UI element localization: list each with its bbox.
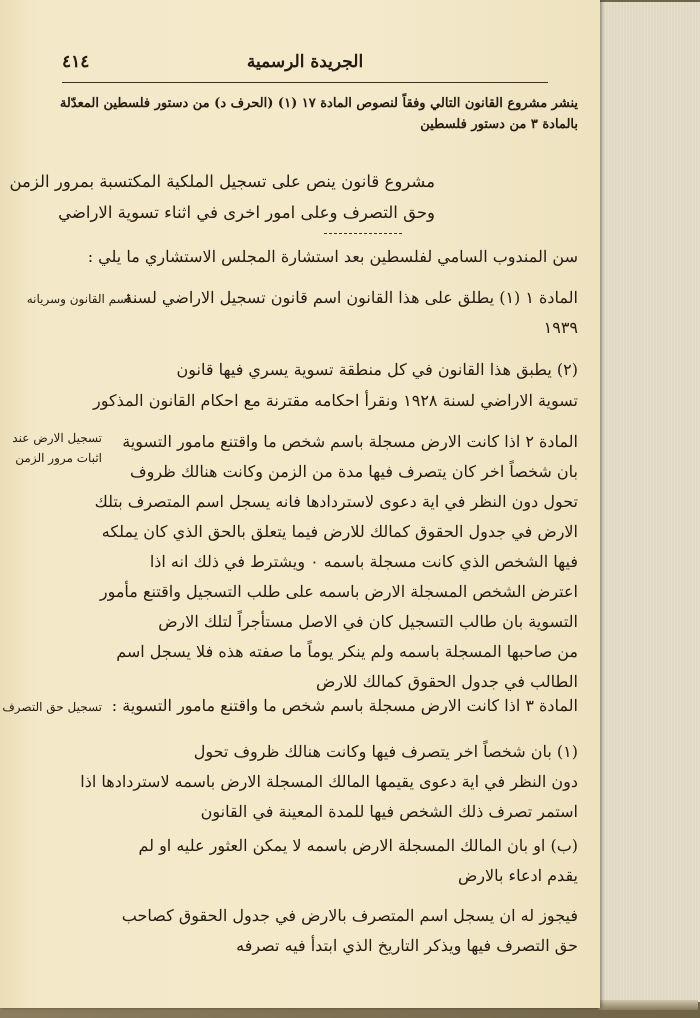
section-2-text: فيها الشخص الذي كانت مسجلة باسمه ٠ ويشترط في ذلك انه اذا (149, 552, 578, 571)
section-2-text: المادة ٢ اذا كانت الارض مسجلة باسم شخص ما واقتنع مامور التسوية (122, 432, 578, 451)
section-2-text: من صاحبها المسجلة باسمه ولم ينكر يوماً ما صفته هذه فلا يسجل اسم (116, 642, 578, 661)
page-header (62, 52, 548, 83)
section-2-text: الطالب في جدول الحقوق كمالك للارض (316, 672, 578, 691)
section-2-text: بان شخصاً اخر كان يتصرف فيها مدة من الزمن وكانت هنالك ظروف (130, 462, 578, 481)
bill-heading: وحق التصرف وعلى امور اخرى في اثناء تسوية الاراضي (58, 203, 435, 222)
page-edges-bottom (598, 1000, 698, 1010)
section-2-text: التسوية بان طالب التسجيل كان في الاصل مستأجراً لتلك الارض (158, 612, 578, 631)
section-2-text: الارض في جدول الحقوق كمالك للارض فيما يتعلق بالحق الذي كان يملكه (101, 522, 578, 541)
closing-text: حق التصرف فيها ويذكر التاريخ الذي ابتدأ فيه تصرفه (236, 936, 578, 955)
enactment-clause: سن المندوب السامي لفلسطين بعد استشارة المجلس الاستشاري ما يلي : (87, 247, 578, 266)
section-1-text: المادة ١ (١) يطلق على هذا القانون اسم قانون تسجيل الاراضي لسنة (124, 288, 578, 307)
section-3a-text: (١) بان شخصاً اخر يتصرف فيها وكانت هنالك ظروف تحول (193, 742, 578, 761)
section-3b-text: (ب) او بان المالك المسجلة الارض باسمه لا يمكن العثور عليه او لم (138, 836, 578, 855)
margin-note: تسجيل الارض عند (12, 431, 102, 445)
gazette-title: الجريدة الرسمية (246, 52, 364, 72)
closing-text: فيجوز له ان يسجل اسم المتصرف بالارض في جدول الحقوق كصاحب (121, 906, 578, 925)
section-2-text: تحول دون النظر في اية دعوى لاستردادها فانه يسجل اسم المتصرف بتلك (94, 492, 578, 511)
section-3-text: المادة ٣ اذا كانت الارض مسجلة باسم شخص ما واقتنع مامور التسوية : (111, 696, 578, 715)
margin-note: تسجيل حق التصرف (2, 700, 102, 714)
page-edges (597, 2, 700, 1002)
heading-underline (324, 233, 402, 234)
section-1b-text: (٢) يطبق هذا القانون في كل منطقة تسوية يسري فيها قانون (176, 360, 578, 379)
section-1-text: ١٩٣٩ (543, 318, 578, 337)
section-3a-text: دون النظر في اية دعوى يقيمها المالك المسجلة الارض باسمه لاستردادها اذا (80, 772, 578, 791)
intro-line: بالمادة ٣ من دستور فلسطين (420, 117, 578, 132)
section-3a-text: استمر تصرف ذلك الشخص فيها للمدة المعينة في القانون (200, 802, 578, 821)
margin-note: اسم القانون وسريانه (26, 292, 130, 306)
section-1b-text: تسوية الاراضي لسنة ١٩٢٨ ونقرأ احكامه مقترنة مع احكام القانون المذكور (93, 391, 578, 410)
intro-line: ينشر مشروع القانون التالي وفقاً لنصوص المادة ١٧ (١) (الحرف د) من دستور فلسطين المعدّلة (59, 96, 578, 111)
bill-heading: مشروع قانون ينص على تسجيل الملكية المكتسبة بمرور الزمن (9, 172, 435, 191)
margin-note: اثبات مرور الزمن (15, 451, 102, 465)
section-3b-text: يقدم ادعاء بالارض (457, 866, 578, 885)
section-2-text: اعترض الشخص المسجلة الارض باسمه على طلب التسجيل واقتنع مأمور (99, 582, 578, 601)
page-number: ٤١٤ (62, 52, 90, 72)
